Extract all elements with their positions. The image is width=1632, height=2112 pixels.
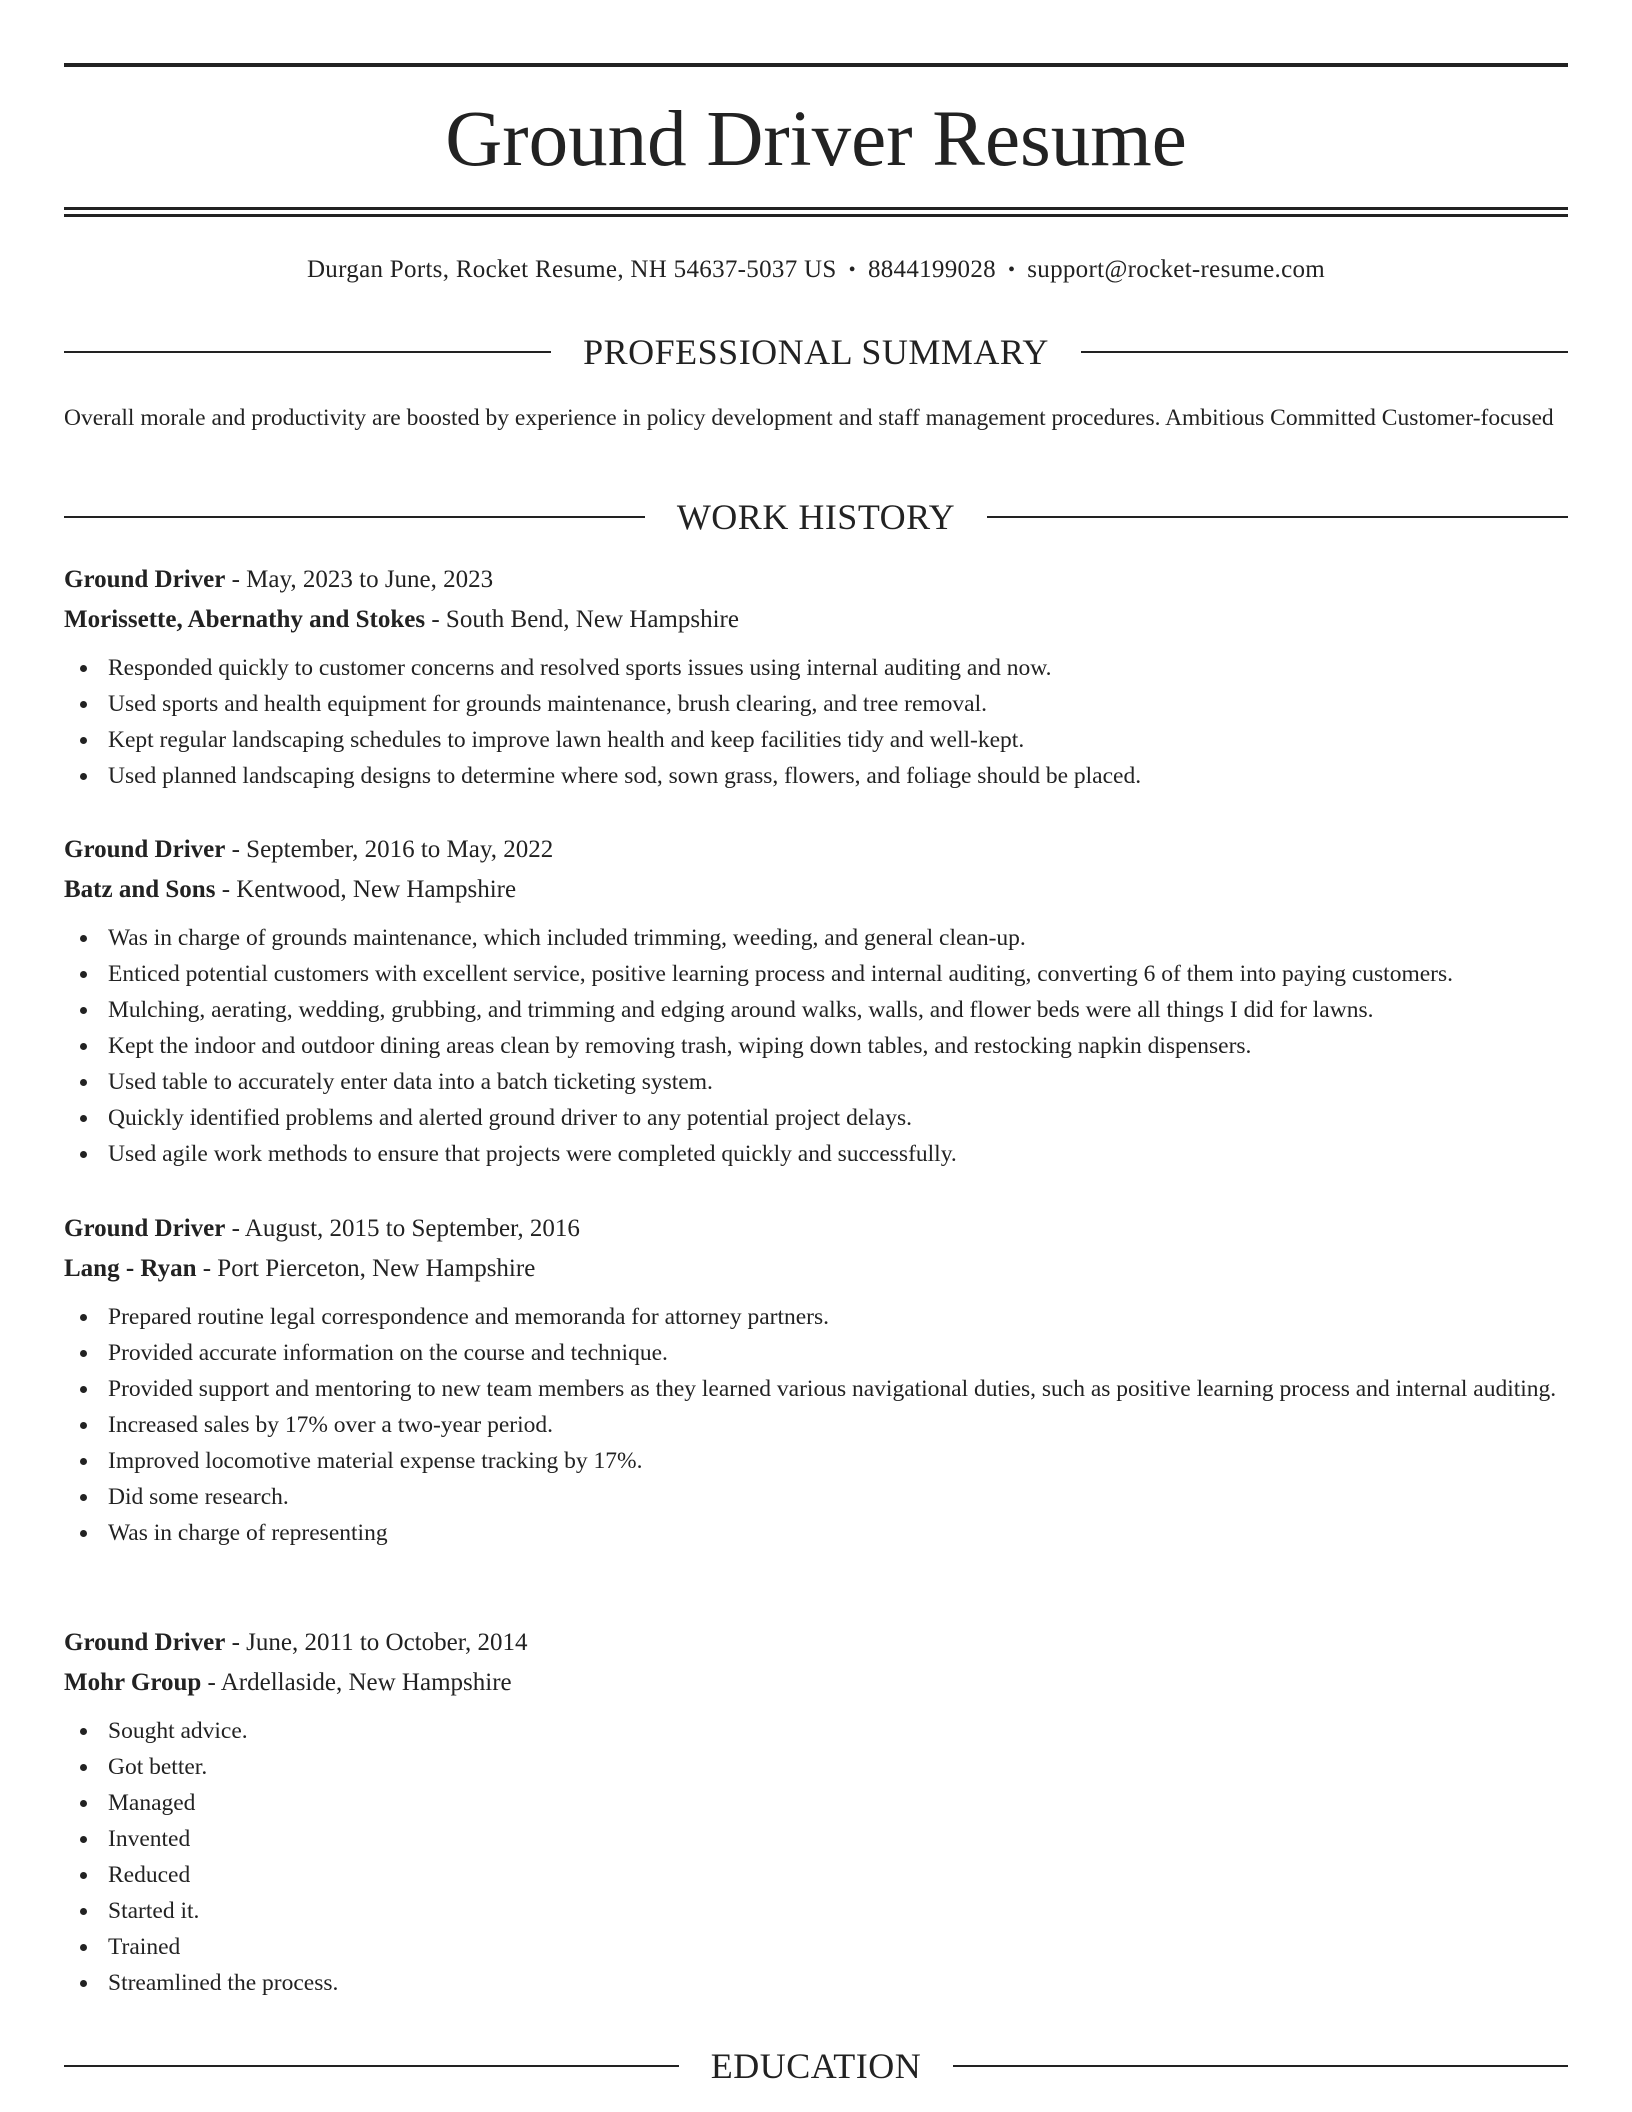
heading-rule-right [987,516,1568,518]
job-bullet-list [64,920,1568,1172]
work-history-entry [64,1209,1568,1551]
job-company: Lang - Ryan [64,1255,197,1282]
job-bullet: Kept regular landscaping schedules to improve lawn health and keep facilities tidy and well-kept. [64,722,1568,758]
job-bullet: Provided accurate information on the course and technique. [64,1335,1568,1371]
section-heading-label: WORK HISTORY [676,497,956,537]
resume-title: Ground Driver Resume [445,96,1187,183]
job-bullet: Invented [64,1821,1568,1857]
job-bullet: Got better. [64,1749,1568,1785]
work-history-entry [64,830,1568,1172]
professional-summary-text: Overall morale and productivity are boosted by experience in policy development and staff management procedures. Ambitious Committed Customer-focused [64,405,1554,431]
job-title-line [64,1209,1568,1249]
section-heading-label: EDUCATION [710,2046,922,2086]
job-dates: - August, 2015 to September, 2016 [225,1215,580,1242]
job-company: Mohr Group [64,1669,202,1696]
heading-rule-left [64,2065,679,2067]
job-company-line [64,870,1568,910]
job-bullet: Used table to accurately enter data into a batch ticketing system. [64,1064,1568,1100]
job-bullet-list [64,1299,1568,1551]
job-role: Ground Driver [64,1215,226,1242]
job-bullet: Used planned landscaping designs to determine where sod, sown grass, flowers, and foliage should be placed. [64,758,1568,794]
job-company: Batz and Sons [64,876,216,903]
job-bullet: Trained [64,1929,1568,1965]
heading-rule-right [953,2065,1568,2067]
job-company-line [64,600,1568,640]
section-heading-work-history [64,492,1568,542]
job-title-line [64,560,1568,600]
work-history-entry [64,1623,1568,2001]
job-company-line [64,1663,1568,1703]
job-bullet-list [64,1713,1568,2001]
job-bullet: Was in charge of grounds maintenance, which included trimming, weeding, and general clean-up. [64,920,1568,956]
job-bullet-list [64,650,1568,794]
job-bullet: Kept the indoor and outdoor dining areas clean by removing trash, wiping down tables, and restocking napkin dispensers. [64,1028,1568,1064]
job-title-line [64,830,1568,870]
job-bullet: Improved locomotive material expense tracking by 17%. [64,1443,1568,1479]
contact-address: Durgan Ports, Rocket Resume, NH 54637-5037 US [306,256,837,283]
job-location: - South Bend, New Hampshire [425,606,739,633]
contact-separator: • [848,259,856,281]
job-bullet: Quickly identified problems and alerted ground driver to any potential project delays. [64,1100,1568,1136]
job-bullet: Sought advice. [64,1713,1568,1749]
heading-rule-left [64,351,551,353]
job-location: - Kentwood, New Hampshire [215,876,517,903]
job-bullet: Did some research. [64,1479,1568,1515]
section-heading-education [64,2041,1568,2091]
job-dates: - September, 2016 to May, 2022 [225,836,554,863]
work-history-entry [64,560,1568,794]
heading-rule-right [1081,351,1568,353]
contact-separator: • [1007,259,1016,281]
job-bullet: Used agile work methods to ensure that projects were completed quickly and successfully. [64,1136,1568,1172]
job-bullet: Enticed potential customers with excellent service, positive learning process and internal auditing, converting 6 of them into paying customers. [64,956,1568,992]
job-bullet: Reduced [64,1857,1568,1893]
job-bullet: Streamlined the process. [64,1965,1568,2001]
job-bullet: Mulching, aerating, wedding, grubbing, and trimming and edging around walks, walls, and flower beds were all things I did for lawns. [64,992,1568,1028]
job-bullet: Was in charge of representing [64,1515,1568,1551]
contact-email: support@rocket-resume.com [1027,256,1326,283]
contact-phone: 8844199028 [867,256,996,283]
job-bullet: Responded quickly to customer concerns and resolved sports issues using internal auditing and now. [64,650,1568,686]
job-bullet: Managed [64,1785,1568,1821]
job-dates: - June, 2011 to October, 2014 [225,1629,528,1656]
job-title-line [64,1623,1568,1663]
job-bullet: Started it. [64,1893,1568,1929]
job-bullet: Increased sales by 17% over a two-year period. [64,1407,1568,1443]
job-bullet: Provided support and mentoring to new team members as they learned various navigational duties, such as positive learning process and internal auditing. [64,1371,1568,1407]
job-role: Ground Driver [64,836,226,863]
job-location: - Ardellaside, New Hampshire [201,1669,512,1696]
job-dates: - May, 2023 to June, 2023 [225,566,494,593]
contact-line [64,252,1568,288]
job-role: Ground Driver [64,1629,226,1656]
title-bottom-double-rule [64,207,1568,217]
heading-rule-left [64,516,645,518]
job-company: Morissette, Abernathy and Stokes [64,606,426,633]
job-role: Ground Driver [64,566,226,593]
job-company-line [64,1249,1568,1289]
job-bullet: Used sports and health equipment for grounds maintenance, brush clearing, and tree removal. [64,686,1568,722]
section-heading-professional-summary [64,327,1568,377]
job-location: - Port Pierceton, New Hampshire [196,1255,536,1282]
job-bullet: Prepared routine legal correspondence and memoranda for attorney partners. [64,1299,1568,1335]
section-heading-label: PROFESSIONAL SUMMARY [583,332,1049,372]
title-top-rule [64,63,1568,67]
